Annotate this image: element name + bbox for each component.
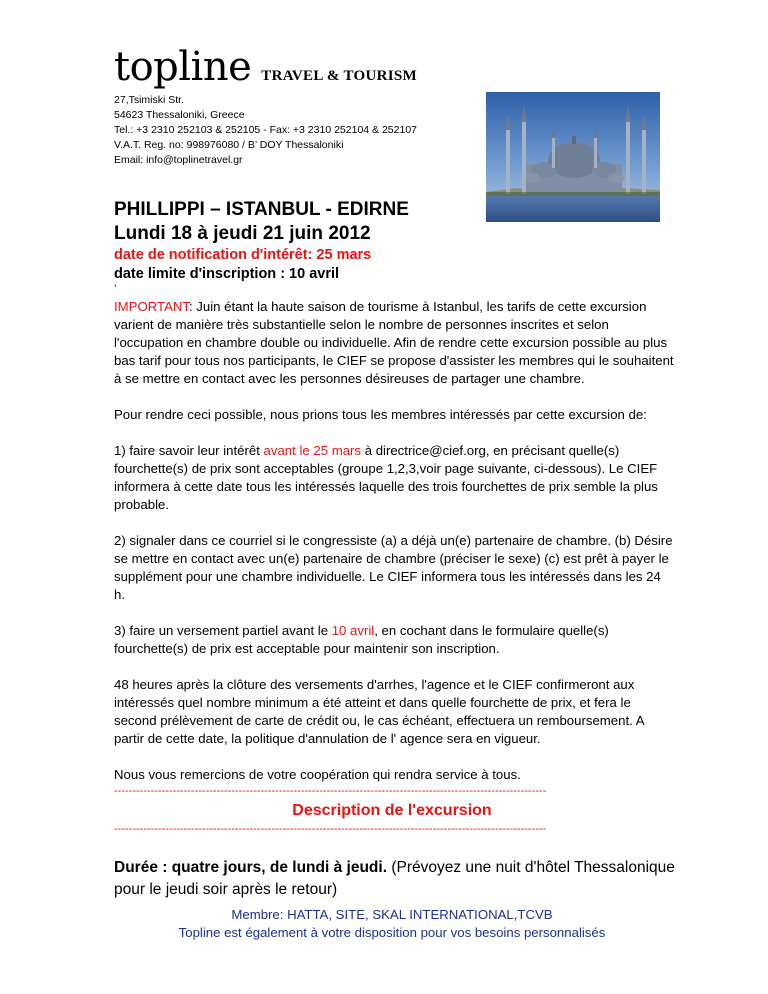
notification-date: date de notification d'intérêt: 25 mars bbox=[114, 247, 372, 263]
excursion-title bbox=[114, 198, 409, 246]
confirmation-paragraph: 48 heures après la clôture des versements d'arrhes, l'agence et le CIEF confirmeront aux intéressés quel nombre minimum a été atteint et dans quelle fourchette de prix, et fera le second prélèvement de carte de crédit ou, le cas échéant, effectuera un remboursement. A partir de cette date, la politique d'annulation de l' agence sera en vigueur. bbox=[114, 677, 644, 746]
company-address bbox=[114, 93, 417, 168]
step-3-paragraph: 3) faire un versement partiel avant le 10 avril, en cochant dans le formulaire quelle(s) fourchette(s) de prix est acceptable pour maintenir son inscription. bbox=[114, 623, 609, 656]
page-footer bbox=[114, 906, 670, 942]
duration-bold: Durée : quatre jours, de lundi à jeudi. bbox=[114, 859, 388, 876]
logo-tagline: TRAVEL & TOURISM bbox=[261, 68, 417, 84]
step-1-paragraph: 1) faire savoir leur intérêt avant le 25 mars à directrice@cief.org, en précisant quelle(s) fourchette(s) de prix sont acceptables (groupe 1,2,3,voir page suivante, ci-dessous). Le CIEF informera à cette date tous les intéressés laquelle des trois fourchettes de prix semble la plus probable. bbox=[114, 443, 658, 512]
intro-paragraph: Pour rendre ceci possible, nous prions tous les membres intéressés par cette excursion de: bbox=[114, 407, 647, 422]
company-logo bbox=[114, 44, 417, 90]
mosque-photo bbox=[486, 92, 660, 222]
step-1-deadline: avant le 25 mars bbox=[263, 443, 362, 458]
logo-wordmark: topline bbox=[114, 44, 252, 90]
address-phone: Tel.: +3 2310 252103 & 252105 - Fax: +3 2310 252104 & 252107 bbox=[114, 124, 417, 136]
mosque-illustration bbox=[486, 92, 660, 222]
registration-deadline: date limite d'inscription : 10 avril bbox=[114, 266, 340, 282]
address-email: Email: info@toplinetravel.gr bbox=[114, 154, 243, 166]
important-paragraph: IMPORTANT: Juin étant la haute saison de tourisme à Istanbul, les tarifs de cette excursion varient de manière très substantielle selon le nombre de personnes inscrites et selon l'occupation en chambre double ou individuelle. Afin de rendre cette excursion possible au plus bas tarif pour tous nos participants, le CIEF se propose d'assister les membres qui le souhaitent à se mettre en contact avec les personnes désireuses de partager une chambre. bbox=[114, 299, 674, 386]
footer-services: Topline est également à votre disposition pour vos besoins personnalisés bbox=[178, 925, 606, 940]
address-vat: V.A.T. Reg. no: 998976080 / B’ DOY Thessaloniki bbox=[114, 139, 344, 151]
section-title: Description de l'excursion bbox=[292, 802, 492, 819]
key-dates bbox=[114, 246, 371, 284]
stray-mark: ' bbox=[114, 284, 117, 294]
thanks-paragraph: Nous vous remercions de votre coopération qui rendra service à tous. bbox=[114, 767, 521, 782]
title-dates: Lundi 18 à jeudi 21 juin 2012 bbox=[114, 223, 371, 244]
address-street: 27,Tsimiski Str. bbox=[114, 94, 185, 106]
important-label: IMPORTANT bbox=[114, 299, 189, 314]
step-3-deadline: 10 avril bbox=[331, 623, 375, 638]
separator-top: ---------------------------------------------------------------------------------------------------------------------- bbox=[114, 785, 547, 797]
separator-bottom: ---------------------------------------------------------------------------------------------------------------------- bbox=[114, 823, 547, 835]
title-route: PHILLIPPI – ISTANBUL - EDIRNE bbox=[114, 199, 409, 220]
address-city: 54623 Thessaloniki, Greece bbox=[114, 109, 245, 121]
body-text bbox=[114, 298, 674, 802]
step-2-paragraph: 2) signaler dans ce courriel si le congressiste (a) a déjà un(e) partenaire de chambre. (b) Désire se mettre en contact avec un(e) partenaire de chambre (préciser le sexe) (c) est prêt à payer le supplément pour une chambre individuelle. Le CIEF informera tous les intéressés dans les 24 h. bbox=[114, 533, 673, 602]
duration-paragraph: Durée : quatre jours, de lundi à jeudi. (Prévoyez une nuit d'hôtel Thessalonique pour le jeudi soir après le retour) bbox=[114, 859, 675, 898]
footer-membership: Membre: HATTA, SITE, SKAL INTERNATIONAL,TCVB bbox=[231, 907, 553, 922]
